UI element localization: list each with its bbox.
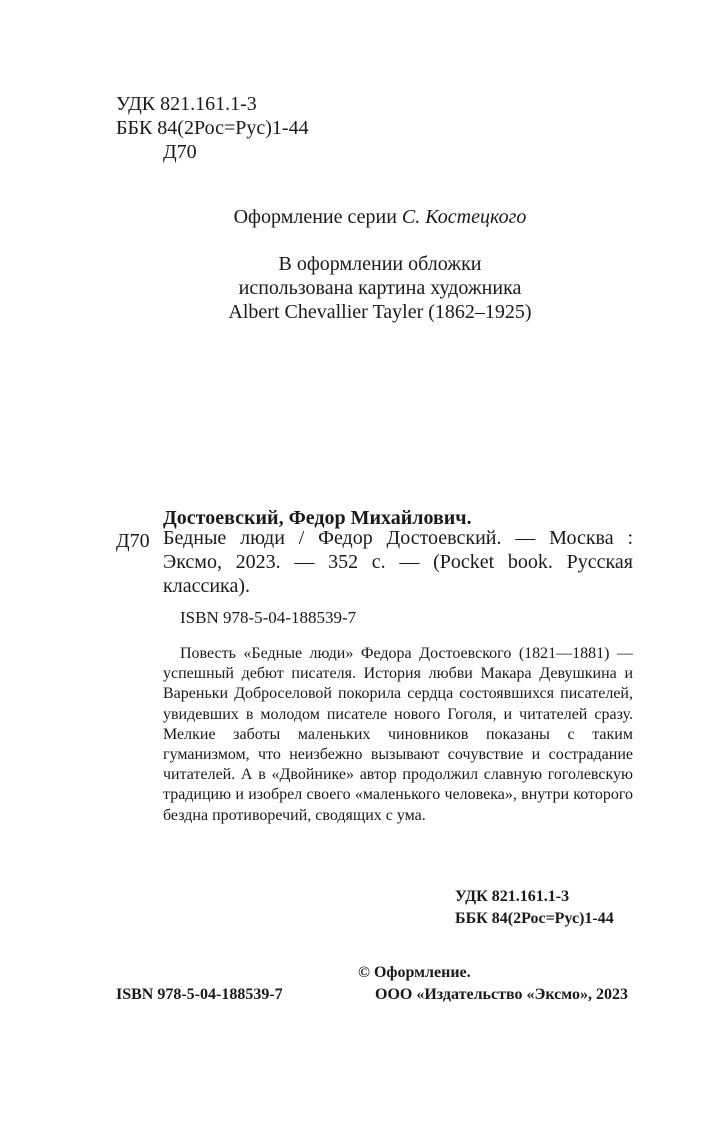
cover-credit-line-2: использована картина художника <box>238 277 522 299</box>
bbk-bottom: ББК 84(2Рос=Рус)1-44 <box>455 910 614 927</box>
author-code: Д70 <box>116 530 150 552</box>
isbn-imprint: ISBN 978-5-04-188539-7 <box>116 986 283 1003</box>
series-designer-name: С. Костецкого <box>401 206 527 228</box>
cover-credit-line-3: Albert Chevallier Tayler (1862–1925) <box>228 301 532 323</box>
cover-credit-line-1: В оформлении обложки <box>278 253 482 275</box>
series-design-prefix: Оформление серии <box>233 206 397 228</box>
series-design-credit <box>0 205 709 229</box>
copyright-line-2: ООО «Издательство «Эксмо», 2023 <box>375 986 628 1003</box>
udk-code: УДК 821.161.1-3 <box>116 93 257 115</box>
bibliographic-description: Бедные люди / Федор Достоевский. — Москва : Эксмо, 2023. — 352 с. — (Pocket book. Русская классика). <box>163 527 633 597</box>
annotation-paragraph: Повесть «Бедные люди» Федора Достоевского (1821—1881) — успешный дебют писателя. История любви Макара Девушкина и Вареньки Доброселовой покорила сердца состоявшихся писателей, увидевших в молодом писателе нового Гоголя, и читателей сразу. Мелкие заботы маленьких чиновников показаны с таким гуманизмом, что неизбежно вызывают сочувствие и сострадание читателей. А в «Двойнике» автор продолжил славную гоголевскую традицию и изобрел своего «маленького человека», внутри которого бездна противоречий, сводящих с ума. <box>163 645 633 824</box>
author-mark: Д70 <box>163 141 197 163</box>
copyright-line-1: © Оформление. <box>358 964 471 981</box>
bbk-code: ББК 84(2Рос=Рус)1-44 <box>116 117 309 139</box>
author-heading: Достоевский, Федор Михайлович. <box>163 507 472 529</box>
udk-bottom: УДК 821.161.1-3 <box>455 888 570 905</box>
isbn-record: ISBN 978-5-04-188539-7 <box>180 608 357 627</box>
